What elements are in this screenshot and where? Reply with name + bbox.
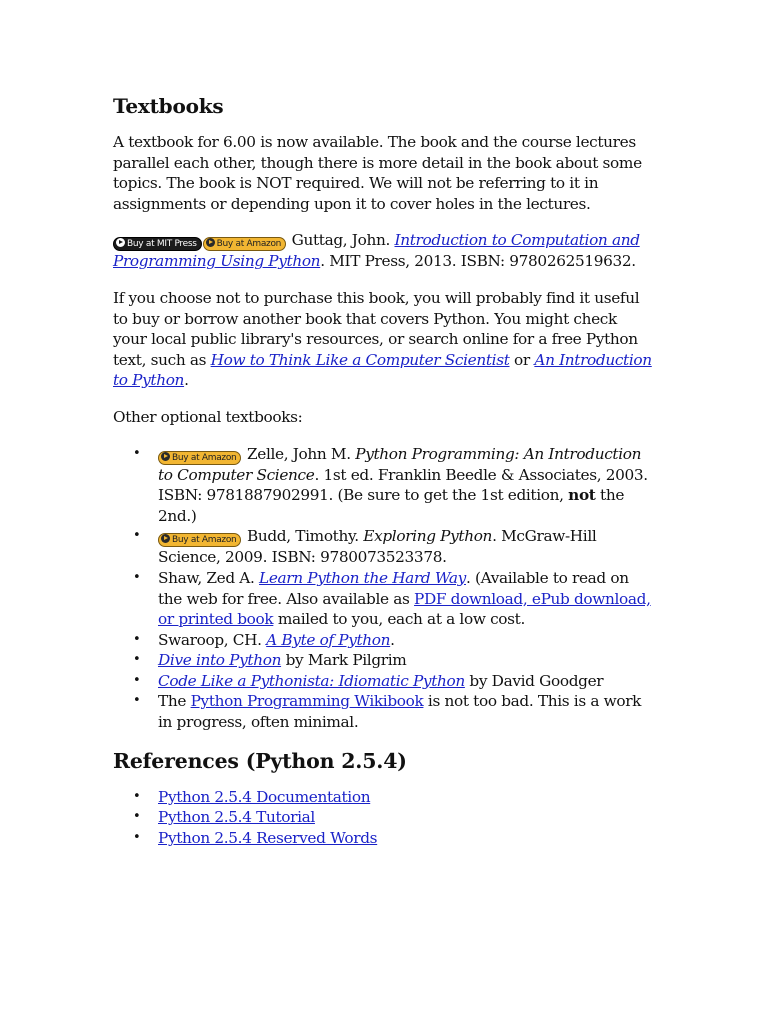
- list-item: [158, 650, 653, 671]
- think-like-computer-scientist-link[interactable]: How to Think Like a Computer Scientist: [210, 350, 510, 369]
- shaw-author: Shaw, Zed A.: [158, 568, 260, 587]
- python-documentation-link[interactable]: Python 2.5.4 Documentation: [158, 787, 371, 806]
- alternative-end: .: [184, 371, 189, 390]
- list-item: [158, 568, 653, 630]
- buy-at-amazon-button[interactable]: [203, 237, 286, 251]
- buy-at-mit-press-button[interactable]: [113, 237, 202, 251]
- references-list: [158, 787, 653, 849]
- content-column: [113, 88, 653, 848]
- amazon-badge-label: Buy at Amazon: [172, 452, 237, 463]
- play-icon: [161, 452, 170, 461]
- or-text: or: [509, 350, 535, 369]
- other-textbooks-list: [158, 444, 653, 733]
- buy-at-amazon-button[interactable]: [158, 451, 241, 465]
- budd-details: . McGraw-Hill Science, 2009. ISBN: 9780073523378.: [158, 527, 597, 567]
- list-item: [158, 671, 653, 692]
- play-icon: [206, 238, 215, 247]
- swaroop-suffix: .: [390, 630, 395, 649]
- play-icon: [161, 534, 170, 543]
- python-wikibook-link[interactable]: Python Programming Wikibook: [190, 692, 424, 711]
- not-emphasis: not: [568, 486, 596, 505]
- alternative-books-paragraph: [113, 288, 653, 391]
- mit-badge-label: Buy at MIT Press: [127, 239, 197, 250]
- amazon-badge-label: Buy at Amazon: [172, 535, 237, 546]
- list-item: [158, 828, 653, 849]
- budd-author: Budd, Timothy.: [242, 527, 364, 546]
- main-book-details: . MIT Press, 2013. ISBN: 9780262519632.: [320, 252, 636, 271]
- goodger-suffix: by David Goodger: [464, 671, 604, 690]
- alternative-text: If you choose not to purchase this book, you will probably find it useful to buy or borrow another book that covers Python. You might check your local public library's resources, or search online for a free Python text, such as: [113, 288, 640, 369]
- code-like-pythonista-link[interactable]: Code Like a Pythonista: Idiomatic Python: [158, 671, 465, 690]
- textbooks-heading: Textbooks: [113, 94, 224, 118]
- play-icon: [116, 238, 125, 247]
- other-textbooks-label: Other optional textbooks:: [113, 407, 303, 426]
- list-item: [158, 630, 653, 651]
- budd-title: Exploring Python: [363, 527, 493, 546]
- zelle-details-end: the 2nd.): [158, 486, 625, 525]
- main-book-citation: [113, 230, 653, 272]
- list-item: [158, 807, 653, 828]
- list-item: [158, 787, 653, 808]
- byte-of-python-link[interactable]: A Byte of Python: [266, 630, 391, 649]
- zelle-title: Python Programming: An Introduction to Computer Science: [158, 444, 642, 484]
- dive-into-python-link[interactable]: Dive into Python: [158, 651, 282, 670]
- python-tutorial-link[interactable]: Python 2.5.4 Tutorial: [158, 808, 315, 827]
- list-item: [158, 691, 653, 732]
- main-book-title-link[interactable]: Introduction to Computation and Programming Using Python: [113, 231, 640, 271]
- python-reserved-words-link[interactable]: Python 2.5.4 Reserved Words: [158, 828, 378, 847]
- shaw-suffix: mailed to you, each at a low cost.: [273, 610, 525, 629]
- zelle-author: Zelle, John M.: [242, 444, 356, 463]
- buy-at-amazon-button[interactable]: [158, 533, 241, 547]
- pdf-epub-printed-link[interactable]: PDF download, ePub download, or printed book: [158, 589, 651, 629]
- swaroop-author: Swaroop, CH.: [158, 630, 267, 649]
- textbooks-intro: A textbook for 6.00 is now available. The book and the course lectures parallel each other, though there is more detail in the book about some topics. The book is NOT required. We will not be referring to it in assignments or depending upon it to cover holes in the lectures.: [113, 133, 642, 213]
- zelle-details: . 1st ed. Franklin Beedle & Associates, 2003. ISBN: 9781887902991. (Be sure to get the 1st edition,: [158, 465, 648, 505]
- list-item: [158, 444, 653, 527]
- amazon-badge-label: Buy at Amazon: [216, 239, 282, 250]
- references-heading: References (Python 2.5.4): [113, 748, 407, 773]
- main-book-author: Guttag, John.: [291, 231, 390, 250]
- pilgrim-suffix: by Mark Pilgrim: [281, 651, 407, 670]
- learn-python-hard-way-link[interactable]: Learn Python the Hard Way: [259, 568, 466, 587]
- list-item: [158, 526, 653, 568]
- wikibook-prefix: The: [158, 692, 191, 711]
- wikibook-suffix: is not too bad. This is a work in progress, often minimal.: [158, 692, 642, 732]
- shaw-middle: . (Available to read on the web for free. Also available as: [158, 568, 629, 608]
- intro-to-python-link[interactable]: An Introduction to Python: [113, 350, 652, 390]
